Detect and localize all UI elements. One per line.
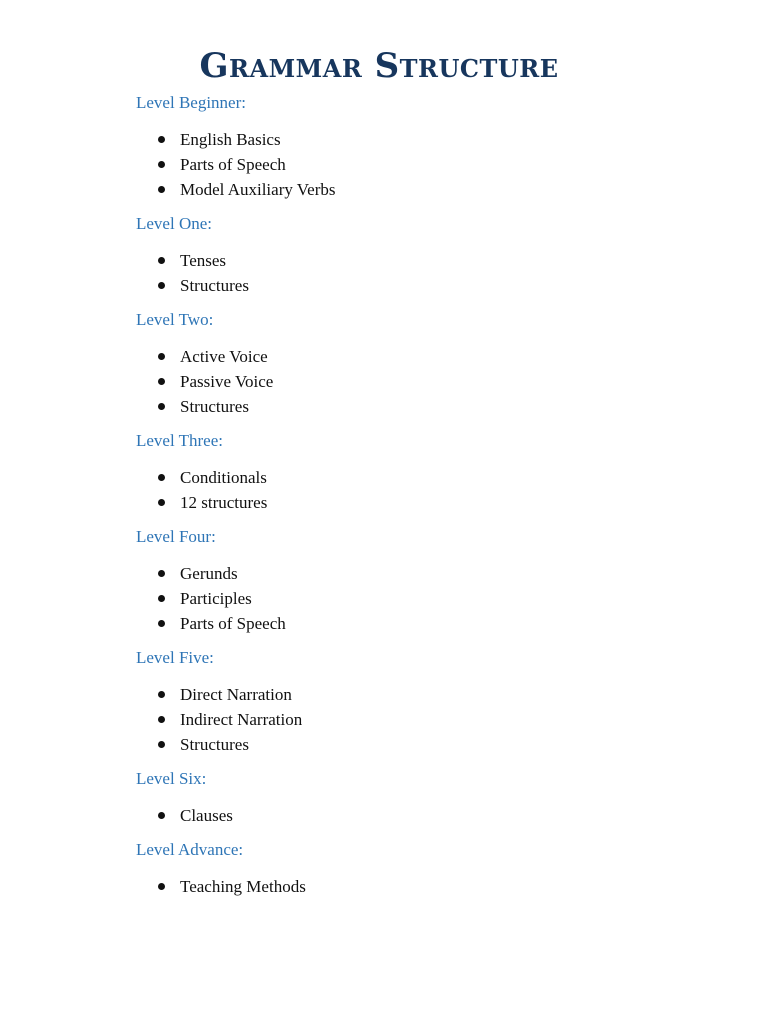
level-heading: Level Six: xyxy=(136,769,207,788)
topic-list xyxy=(136,344,696,419)
list-item-label: Passive Voice xyxy=(180,372,274,391)
bullet-icon xyxy=(158,186,165,193)
list-item xyxy=(136,561,696,586)
bullet-icon xyxy=(158,691,165,698)
list-item xyxy=(136,874,696,899)
bullet-icon xyxy=(158,812,165,819)
bullet-icon xyxy=(158,499,165,506)
list-item xyxy=(136,682,696,707)
list-item xyxy=(136,248,696,273)
list-item-label: Clauses xyxy=(180,806,233,825)
list-item-label: Parts of Speech xyxy=(180,155,286,174)
list-item-label: Parts of Speech xyxy=(180,614,286,633)
level-heading: Level Three: xyxy=(136,431,224,450)
bullet-icon xyxy=(158,161,165,168)
bullet-icon xyxy=(158,282,165,289)
list-item-label: Conditionals xyxy=(180,468,267,487)
level-heading: Level Two: xyxy=(136,310,214,329)
level-heading: Level Five: xyxy=(136,648,214,667)
bullet-icon xyxy=(158,620,165,627)
list-item-label: Participles xyxy=(180,589,252,608)
list-item-label: English Basics xyxy=(180,130,281,149)
bullet-icon xyxy=(158,378,165,385)
list-item-label: Direct Narration xyxy=(180,685,292,704)
topic-list xyxy=(136,127,696,202)
list-item xyxy=(136,127,696,152)
bullet-icon xyxy=(158,595,165,602)
list-item-label: Model Auxiliary Verbs xyxy=(180,180,336,199)
topic-list xyxy=(136,561,696,636)
list-item-label: Active Voice xyxy=(180,347,268,366)
bullet-icon xyxy=(158,353,165,360)
list-item-label: Teaching Methods xyxy=(180,877,306,896)
level-heading: Level Advance: xyxy=(136,840,244,859)
list-item xyxy=(136,273,696,298)
list-item-label: Tenses xyxy=(180,251,227,270)
list-item xyxy=(136,586,696,611)
level-list xyxy=(136,92,696,910)
list-item-label: 12 structures xyxy=(180,493,268,512)
list-item xyxy=(136,707,696,732)
list-item xyxy=(136,177,696,202)
topic-list xyxy=(136,874,696,899)
bullet-icon xyxy=(158,883,165,890)
level-heading: Level One: xyxy=(136,214,212,233)
list-item xyxy=(136,344,696,369)
list-item xyxy=(136,611,696,636)
list-item-label: Structures xyxy=(180,397,249,416)
list-item xyxy=(136,803,696,828)
bullet-icon xyxy=(158,257,165,264)
level-heading: Level Four: xyxy=(136,527,216,546)
level-heading: Level Beginner: xyxy=(136,93,246,112)
list-item xyxy=(136,465,696,490)
list-item-label: Gerunds xyxy=(180,564,238,583)
topic-list xyxy=(136,682,696,757)
list-item xyxy=(136,490,696,515)
list-item xyxy=(136,732,696,757)
list-item xyxy=(136,369,696,394)
topic-list xyxy=(136,248,696,298)
list-item-label: Structures xyxy=(180,276,249,295)
bullet-icon xyxy=(158,474,165,481)
bullet-icon xyxy=(158,741,165,748)
bullet-icon xyxy=(158,403,165,410)
topic-list xyxy=(136,803,696,828)
list-item xyxy=(136,152,696,177)
bullet-icon xyxy=(158,136,165,143)
list-item xyxy=(136,394,696,419)
list-item-label: Structures xyxy=(180,735,249,754)
bullet-icon xyxy=(158,716,165,723)
list-item-label: Indirect Narration xyxy=(180,710,303,729)
page-title: Grammar Structure xyxy=(199,46,559,86)
topic-list xyxy=(136,465,696,515)
bullet-icon xyxy=(158,570,165,577)
